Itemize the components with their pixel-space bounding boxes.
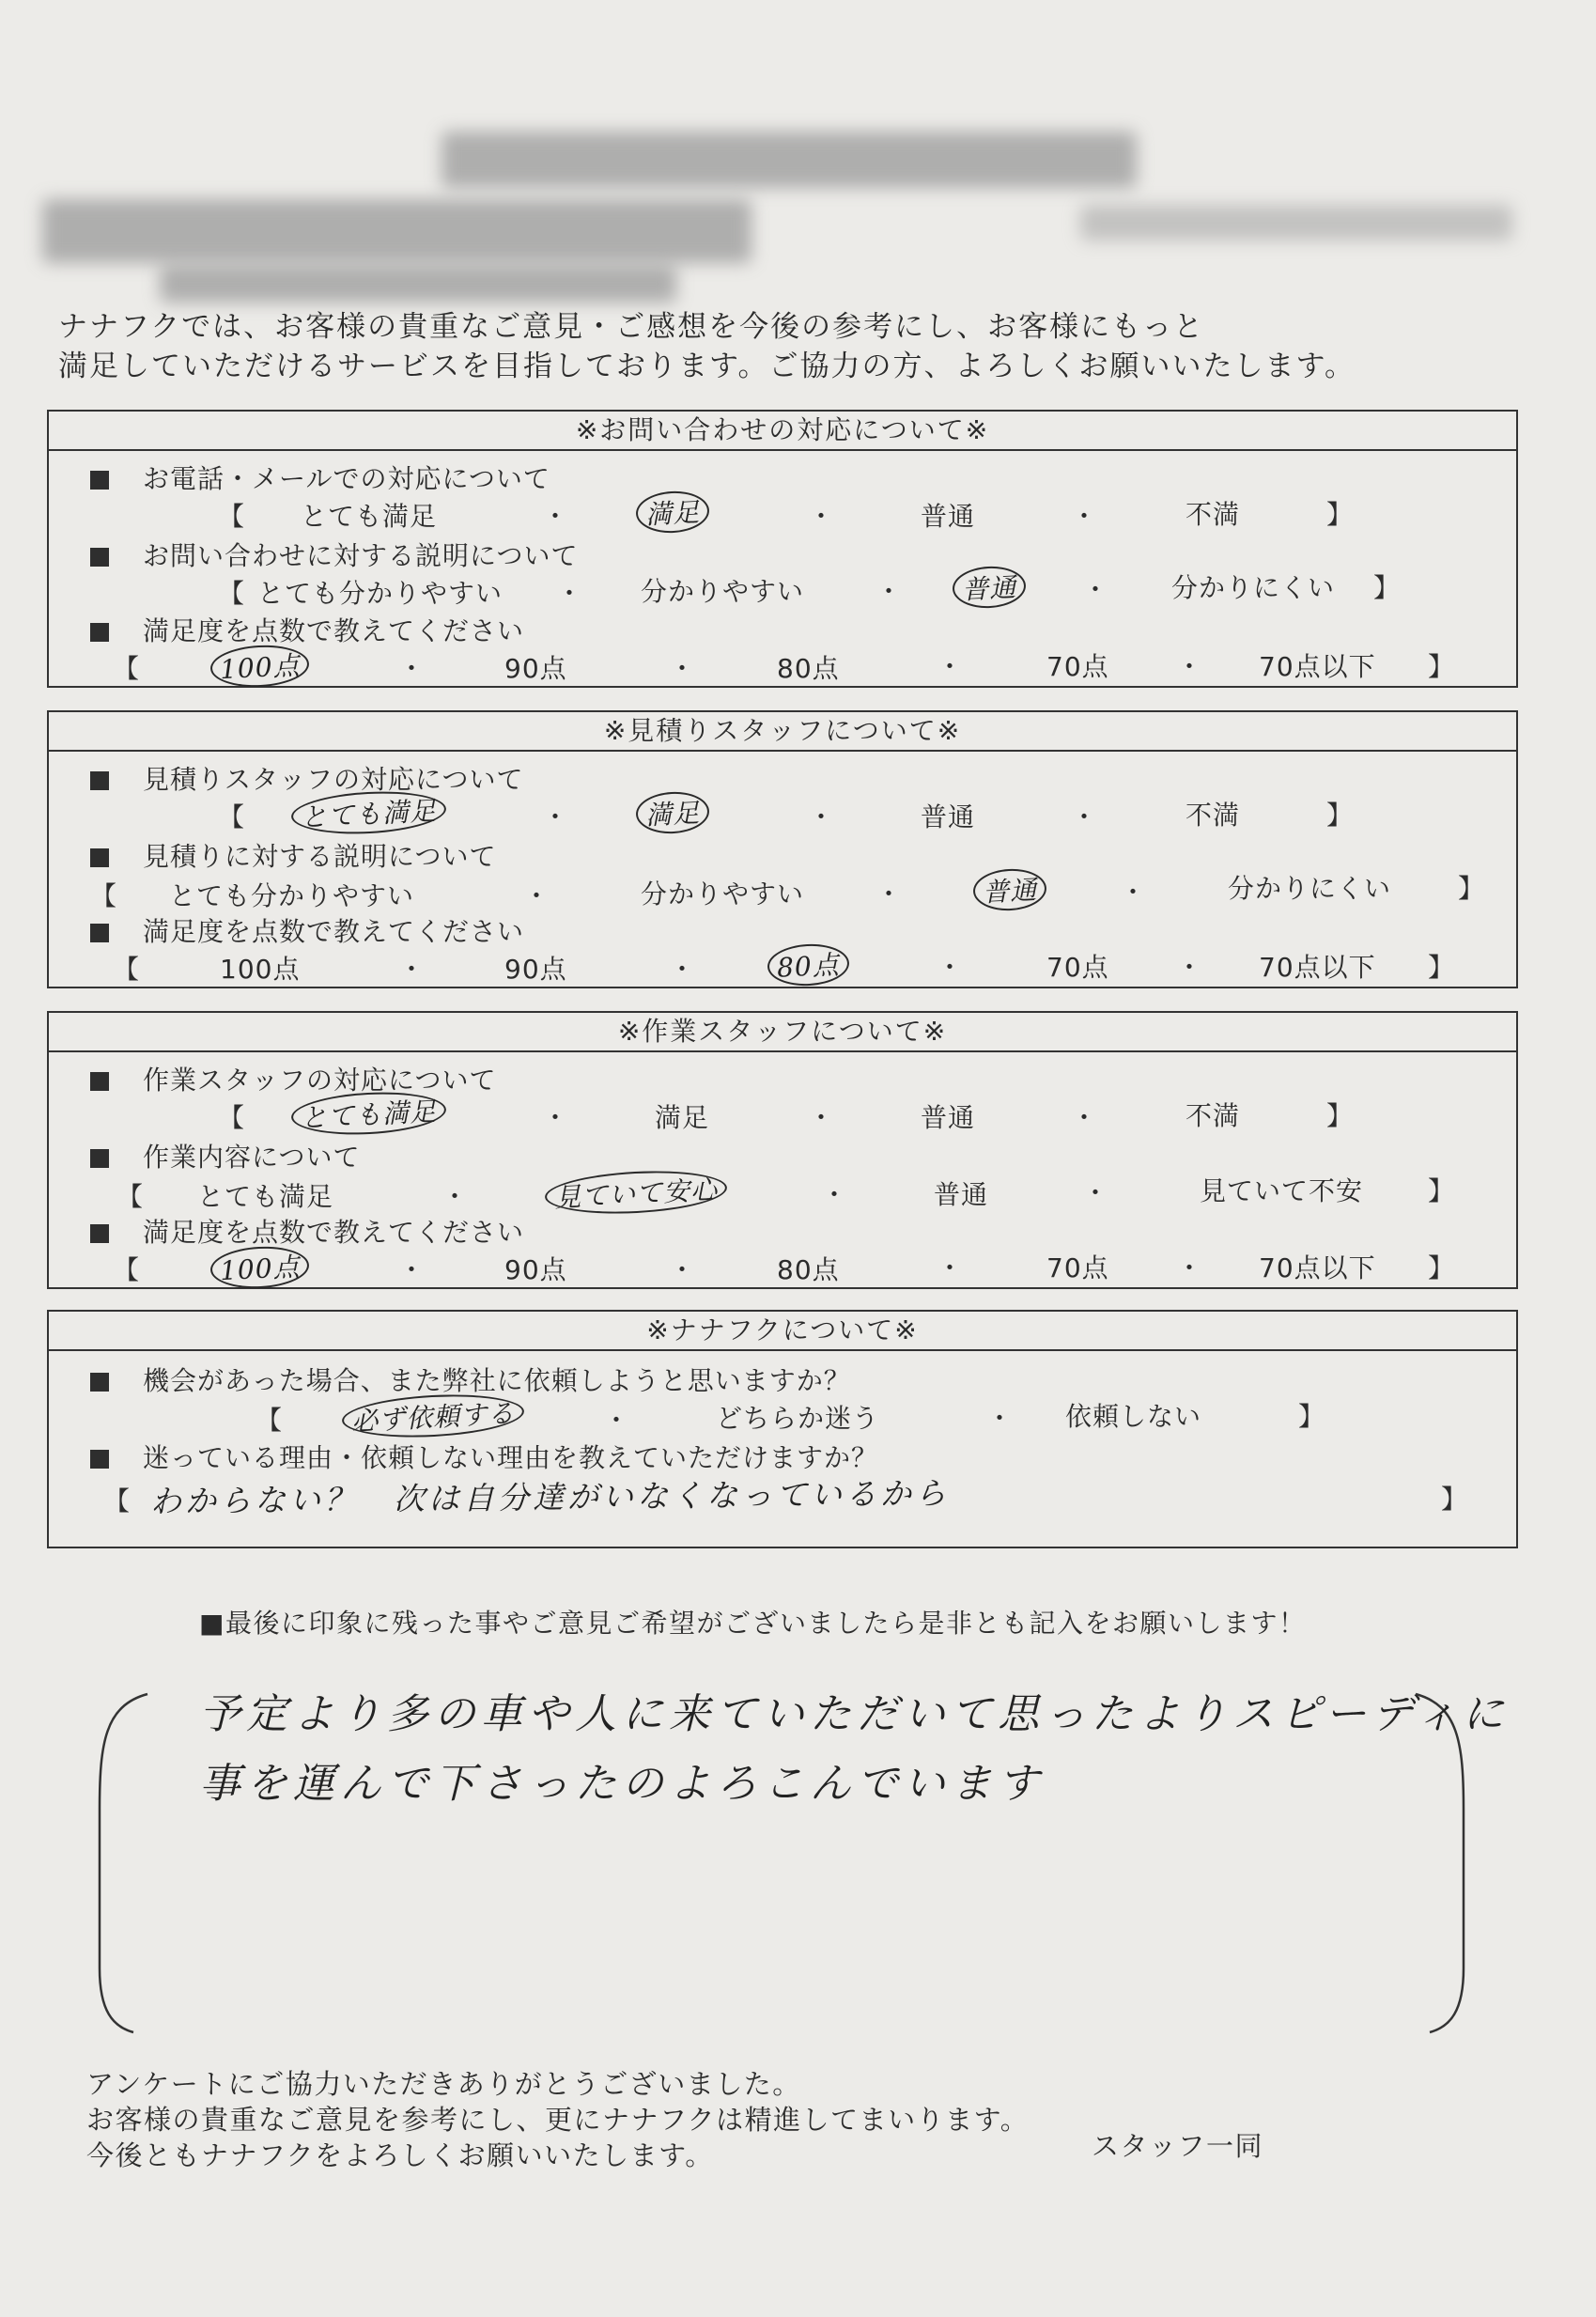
bracket-open: 【 xyxy=(90,880,118,911)
question-score: 満足度を点数で教えてください xyxy=(90,1212,524,1250)
separator: ・ xyxy=(937,651,965,682)
section-title: ※作業スタッフについて※ xyxy=(49,1013,1516,1052)
option-very-satisfied-circled[interactable]: とても満足 xyxy=(301,1096,437,1131)
separator: ・ xyxy=(542,501,570,532)
separator: ・ xyxy=(1176,1252,1204,1283)
option-no-request[interactable]: 依頼しない xyxy=(1065,1401,1202,1432)
section-title: ※見積りスタッフについて※ xyxy=(49,712,1516,752)
bracket-close: 】 xyxy=(1298,1401,1326,1432)
option-100-circled[interactable]: 100点 xyxy=(220,648,300,684)
section-nanafuku xyxy=(47,1310,1518,1548)
section-estimate-staff xyxy=(47,710,1518,988)
question-score: 満足度を点数で教えてください xyxy=(90,911,524,949)
bracket-close: 】 xyxy=(1326,800,1355,831)
bracket-close: 】 xyxy=(1428,1252,1456,1283)
option-definitely-circled[interactable]: 必ず依頼する xyxy=(351,1398,515,1434)
separator: ・ xyxy=(808,801,836,832)
option-unclear[interactable]: 分かりにくい xyxy=(1228,873,1392,904)
redacted-date xyxy=(1080,205,1512,241)
bullet-icon xyxy=(90,771,109,790)
option-very-satisfied[interactable]: とても満足 xyxy=(301,501,438,532)
separator: ・ xyxy=(669,954,697,985)
bullet-icon xyxy=(90,548,109,567)
option-unclear[interactable]: 分かりにくい xyxy=(1171,572,1336,603)
separator: ・ xyxy=(542,1102,570,1133)
separator: ・ xyxy=(1071,501,1099,532)
option-normal-circled[interactable]: 普通 xyxy=(962,569,1016,605)
separator: ・ xyxy=(398,954,426,985)
separator: ・ xyxy=(821,1179,849,1210)
bullet-icon xyxy=(90,1072,109,1091)
question-request-again: 機会があった場合、また弊社に依頼しようと思いますか？ xyxy=(90,1361,851,1398)
intro-line-2: 満足していただけるサービスを目指しております。ご協力の方、よろしくお願いいたします。 xyxy=(58,350,1356,383)
bracket-close: 】 xyxy=(1326,499,1355,530)
separator: ・ xyxy=(669,1254,697,1285)
option-80[interactable]: 80点 xyxy=(777,653,840,684)
option-100-circled[interactable]: 100点 xyxy=(220,1250,300,1285)
option-very-satisfied-circled[interactable]: とても満足 xyxy=(301,795,437,831)
option-70[interactable]: 70点 xyxy=(1046,952,1109,983)
comment-line-2[interactable]: 事を運んで下さったのよろこんでいます xyxy=(199,1760,1045,1808)
signature: スタッフ一同 xyxy=(1092,2130,1264,2162)
bullet-icon xyxy=(90,1450,109,1469)
question-phone-email: お電話・メールでの対応について xyxy=(90,459,550,496)
option-90[interactable]: 90点 xyxy=(504,954,567,985)
option-normal[interactable]: 普通 xyxy=(934,1179,989,1210)
bracket-open: 【 xyxy=(256,1405,284,1436)
section-title: ※ナナフクについて※ xyxy=(49,1312,1516,1351)
option-worrying[interactable]: 見ていて不安 xyxy=(1200,1175,1364,1206)
option-very-satisfied[interactable]: とても満足 xyxy=(197,1181,334,1212)
bullet-icon xyxy=(90,924,109,942)
bracket-open: 【 xyxy=(103,1485,132,1516)
option-90[interactable]: 90点 xyxy=(504,1254,567,1285)
bracket-open: 【 xyxy=(113,1254,141,1285)
option-satisfied-circled[interactable]: 満足 xyxy=(645,795,700,831)
question-estimate-staff: 見積りスタッフの対応について xyxy=(90,759,523,797)
bracket-open: 【 xyxy=(218,1102,246,1133)
separator: ・ xyxy=(808,1102,836,1133)
section-inquiry xyxy=(47,410,1518,688)
redacted-title xyxy=(442,132,1137,188)
bullet-icon xyxy=(90,848,109,867)
question-work-staff: 作業スタッフの対応について xyxy=(90,1060,496,1097)
bracket-close: 】 xyxy=(1441,1484,1469,1515)
option-100[interactable]: 100点 xyxy=(220,954,301,985)
separator: ・ xyxy=(1071,801,1099,832)
option-very-clear[interactable]: とても分かりやすい xyxy=(169,880,415,911)
separator: ・ xyxy=(1082,574,1110,605)
section-work-staff xyxy=(47,1011,1518,1289)
bullet-icon xyxy=(90,1224,109,1243)
closing-line-3: 今後ともナナフクをよろしくお願いいたします。 xyxy=(86,2139,714,2171)
separator: ・ xyxy=(398,653,426,684)
bullet-icon xyxy=(90,471,109,490)
question-reason: 迷っている理由・依頼しない理由を教えていただけますか？ xyxy=(90,1438,878,1475)
bracket-open: 【 xyxy=(113,954,141,985)
option-below-70[interactable]: 70点以下 xyxy=(1259,952,1376,983)
separator: ・ xyxy=(669,653,697,684)
separator: ・ xyxy=(603,1405,631,1436)
question-estimate-explanation: 見積りに対する説明について xyxy=(90,836,496,874)
bullet-icon xyxy=(90,623,109,642)
bullet-icon xyxy=(90,1149,109,1168)
bracket-close: 】 xyxy=(1458,873,1486,904)
question-work-content: 作業内容について xyxy=(90,1137,360,1174)
option-very-clear[interactable]: とても分かりやすい xyxy=(257,578,504,609)
bracket-close: 】 xyxy=(1373,572,1402,603)
separator: ・ xyxy=(442,1181,470,1212)
question-explanation: お問い合わせに対する説明について xyxy=(90,536,578,573)
option-undecided[interactable]: どちらか迷う xyxy=(716,1403,880,1434)
bracket-open: 【 xyxy=(113,653,141,684)
bracket-close: 】 xyxy=(1326,1100,1355,1131)
redacted-address xyxy=(160,265,676,303)
option-satisfied-circled[interactable]: 満足 xyxy=(645,494,700,530)
separator: ・ xyxy=(875,879,904,910)
separator: ・ xyxy=(1176,952,1204,983)
option-normal[interactable]: 普通 xyxy=(921,801,976,832)
option-clear[interactable]: 分かりやすい xyxy=(641,879,805,910)
separator: ・ xyxy=(1071,1102,1099,1133)
option-clear[interactable]: 分かりやすい xyxy=(641,576,805,607)
bullet-icon xyxy=(90,1373,109,1392)
option-80-circled[interactable]: 80点 xyxy=(777,947,840,983)
redacted-customer-info xyxy=(42,199,752,263)
final-prompt: ■最後に印象に残った事やご意見ご希望がございましたら是非とも記入をお願いします！ xyxy=(199,1608,1307,1639)
comment-line-1[interactable]: 予定より多の車や人に来ていただいて思ったよりスピーディに xyxy=(199,1690,1510,1738)
separator: ・ xyxy=(398,1254,426,1285)
option-below-70[interactable]: 70点以下 xyxy=(1259,1252,1376,1283)
separator: ・ xyxy=(1120,877,1148,908)
bracket-open: 【 xyxy=(116,1181,145,1212)
separator: ・ xyxy=(937,1252,965,1283)
separator: ・ xyxy=(523,880,551,911)
option-dissatisfied[interactable]: 不満 xyxy=(1185,800,1241,831)
bracket-close: 】 xyxy=(1428,952,1456,983)
option-satisfied[interactable]: 満足 xyxy=(655,1102,710,1133)
option-dissatisfied[interactable]: 不満 xyxy=(1185,1100,1241,1131)
bracket-close: 】 xyxy=(1428,1175,1456,1206)
question-score: 満足度を点数で教えてください xyxy=(90,611,524,648)
closing-line-2: お客様の貴重なご意見を参考にし、更にナナフクは精進してまいります。 xyxy=(86,2104,1030,2136)
reason-answer[interactable]: わからない？ 次は自分達がいなくなっているから xyxy=(149,1474,951,1520)
option-80[interactable]: 80点 xyxy=(777,1254,840,1285)
option-70[interactable]: 70点 xyxy=(1046,651,1109,682)
option-dissatisfied[interactable]: 不満 xyxy=(1185,499,1241,530)
option-reassuring-circled[interactable]: 見ていて安心 xyxy=(554,1174,718,1210)
bracket-close: 】 xyxy=(1428,651,1456,682)
option-normal[interactable]: 普通 xyxy=(921,501,976,532)
separator: ・ xyxy=(808,501,836,532)
separator: ・ xyxy=(875,576,904,607)
intro-line-1: ナナフクでは、お客様の貴重なご意見・ご感想を今後の参考にし、お客様にもっと xyxy=(58,310,1205,344)
separator: ・ xyxy=(937,952,965,983)
separator: ・ xyxy=(986,1403,1015,1434)
separator: ・ xyxy=(1082,1177,1110,1208)
closing-line-1: アンケートにご協力いただきありがとうございました。 xyxy=(86,2068,801,2100)
option-70[interactable]: 70点 xyxy=(1046,1252,1109,1283)
separator: ・ xyxy=(1176,651,1204,682)
option-90[interactable]: 90点 xyxy=(504,653,567,684)
option-normal-circled[interactable]: 普通 xyxy=(983,872,1037,908)
bracket-open: 【 xyxy=(218,501,246,532)
section-title: ※お問い合わせの対応について※ xyxy=(49,412,1516,451)
option-normal[interactable]: 普通 xyxy=(921,1102,976,1133)
bracket-open: 【 xyxy=(218,801,246,832)
separator: ・ xyxy=(542,801,570,832)
bracket-open: 【 xyxy=(218,578,246,609)
option-below-70[interactable]: 70点以下 xyxy=(1259,651,1376,682)
separator: ・ xyxy=(556,578,584,609)
